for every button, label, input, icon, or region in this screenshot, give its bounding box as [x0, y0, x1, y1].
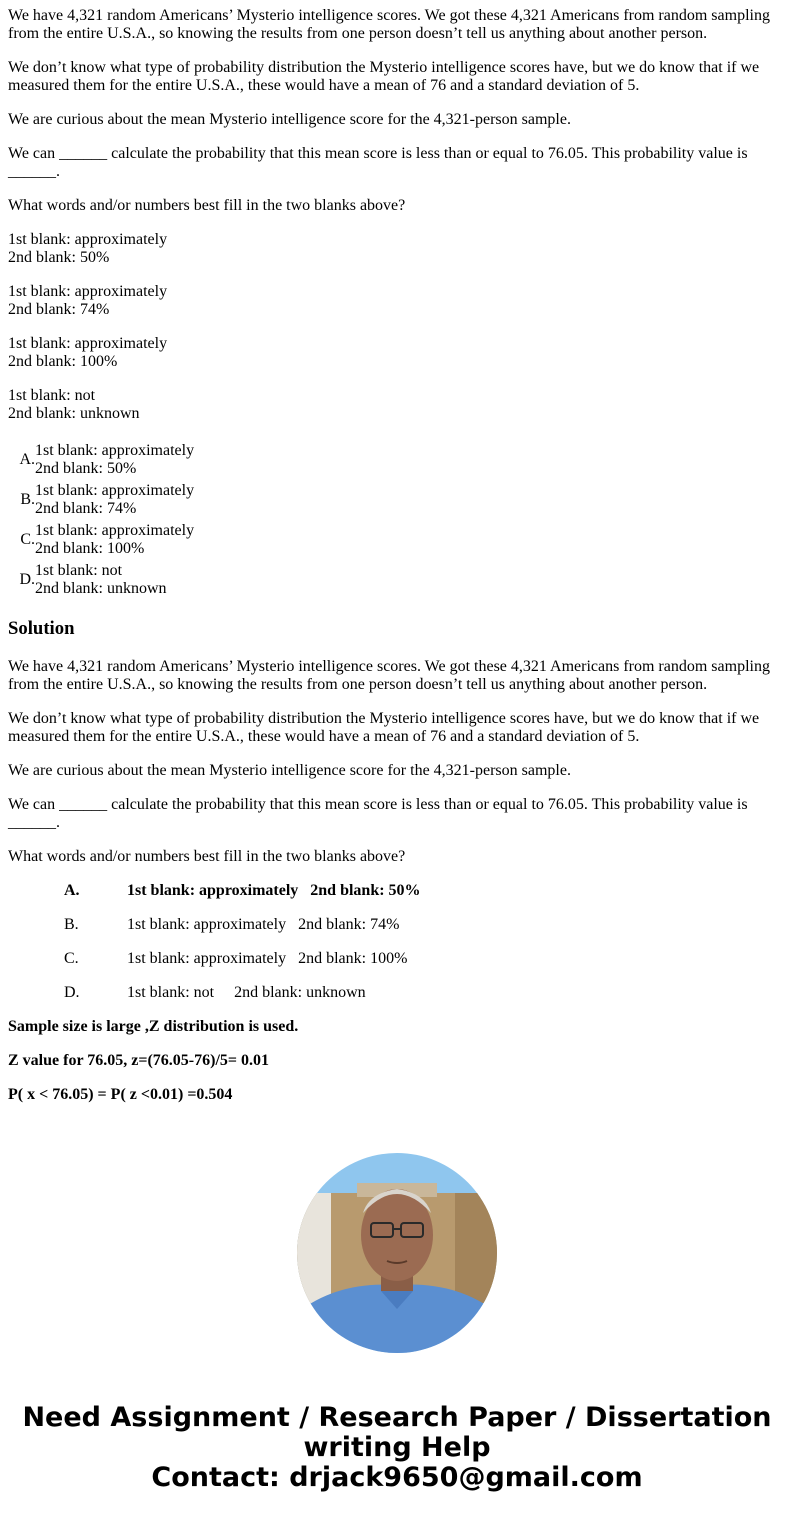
option-letter: B. [64, 916, 79, 933]
solution-option-b [8, 916, 786, 934]
author-avatar [297, 1153, 497, 1353]
option-letter: D. [19, 571, 35, 588]
option-letter: D. [64, 984, 80, 1001]
option-text: 1st blank: approximately 2nd blank: 50% [127, 882, 421, 899]
solution-option-a [8, 882, 786, 900]
answer-options-list [8, 440, 786, 600]
footer-banner [0, 1403, 794, 1493]
footer-line: writing Help [303, 1432, 491, 1463]
solution-option-c [8, 950, 786, 968]
solution-option-d [8, 984, 786, 1002]
option-line: 1st blank: approximately [35, 482, 195, 499]
question-paragraph: We have 4,321 random Americans’ Mysterio intelligence scores. We got these 4,321 Americans from random sampling from the entire U.S.A., so knowing the results from one person doesn’t tell us anything about another person. [8, 7, 770, 42]
solution-work-line: P( x < 76.05) = P( z <0.01) =0.504 [8, 1086, 233, 1103]
solution-paragraph: We can ______ calculate the probability that this mean score is less than or equal to 76.05. This probability value is ______. [8, 796, 748, 831]
avatar-illustration [297, 1153, 497, 1353]
option-line: 1st blank: approximately [35, 522, 195, 539]
answer-option-d[interactable] [8, 560, 786, 600]
option-line: 1st blank: not [35, 562, 123, 579]
avatar-wall-panel [297, 1193, 331, 1303]
solution-body [8, 658, 786, 1104]
avatar-door [455, 1193, 497, 1303]
answer-option-c[interactable] [8, 520, 786, 560]
option-line: 2nd blank: 100% [35, 540, 145, 557]
option-line: 2nd blank: unknown [35, 580, 167, 597]
answer-option-b[interactable] [8, 480, 786, 520]
option-letter: A. [64, 882, 80, 899]
solution-paragraph: We are curious about the mean Mysterio intelligence score for the 4,321-person sample. [8, 762, 571, 779]
question-paragraph: We don’t know what type of probability distribution the Mysterio intelligence scores have, but we do know that if we measured them for the entire U.S.A., these would have a mean of 76 and a standard deviation of 5. [8, 59, 760, 94]
solution-prompt: What words and/or numbers best fill in the two blanks above? [8, 848, 406, 865]
choice-text: 1st blank: not 2nd blank: unknown [8, 387, 140, 422]
footer-contact: Contact: drjack9650@gmail.com [151, 1462, 643, 1493]
question-prompt: What words and/or numbers best fill in the two blanks above? [8, 197, 406, 214]
footer-line: Need Assignment / Research Paper / Dissertation [22, 1402, 772, 1433]
answer-option-a[interactable] [8, 440, 786, 480]
solution-work-line: Z value for 76.05, z=(76.05-76)/5= 0.01 [8, 1052, 270, 1069]
option-letter: C. [20, 531, 35, 548]
option-line: 2nd blank: 74% [35, 500, 137, 517]
option-text: 1st blank: not 2nd blank: unknown [127, 984, 366, 1001]
option-line: 2nd blank: 50% [35, 460, 137, 477]
option-text: 1st blank: approximately 2nd blank: 100% [127, 950, 408, 967]
solution-paragraph: We have 4,321 random Americans’ Mysterio intelligence scores. We got these 4,321 Americans from random sampling from the entire U.S.A., so knowing the results from one person doesn’t tell us anything about another person. [8, 658, 770, 693]
option-letter: B. [20, 491, 35, 508]
solution-work-line: Sample size is large ,Z distribution is used. [8, 1018, 299, 1035]
choice-text: 1st blank: approximately 2nd blank: 74% [8, 283, 168, 318]
solution-heading: Solution [8, 618, 75, 639]
option-letter: C. [64, 950, 79, 967]
solution-paragraph: We don’t know what type of probability distribution the Mysterio intelligence scores have, but we do know that if we measured them for the entire U.S.A., these would have a mean of 76 and a standard deviation of 5. [8, 710, 760, 745]
choice-text: 1st blank: approximately 2nd blank: 50% [8, 231, 168, 266]
option-line: 1st blank: approximately [35, 442, 195, 459]
question-paragraph: We can ______ calculate the probability that this mean score is less than or equal to 76.05. This probability value is ______. [8, 145, 748, 180]
option-letter: A. [19, 451, 35, 468]
choice-text: 1st blank: approximately 2nd blank: 100% [8, 335, 168, 370]
question-body [8, 7, 786, 423]
option-text: 1st blank: approximately 2nd blank: 74% [127, 916, 400, 933]
question-paragraph: We are curious about the mean Mysterio intelligence score for the 4,321-person sample. [8, 111, 571, 128]
